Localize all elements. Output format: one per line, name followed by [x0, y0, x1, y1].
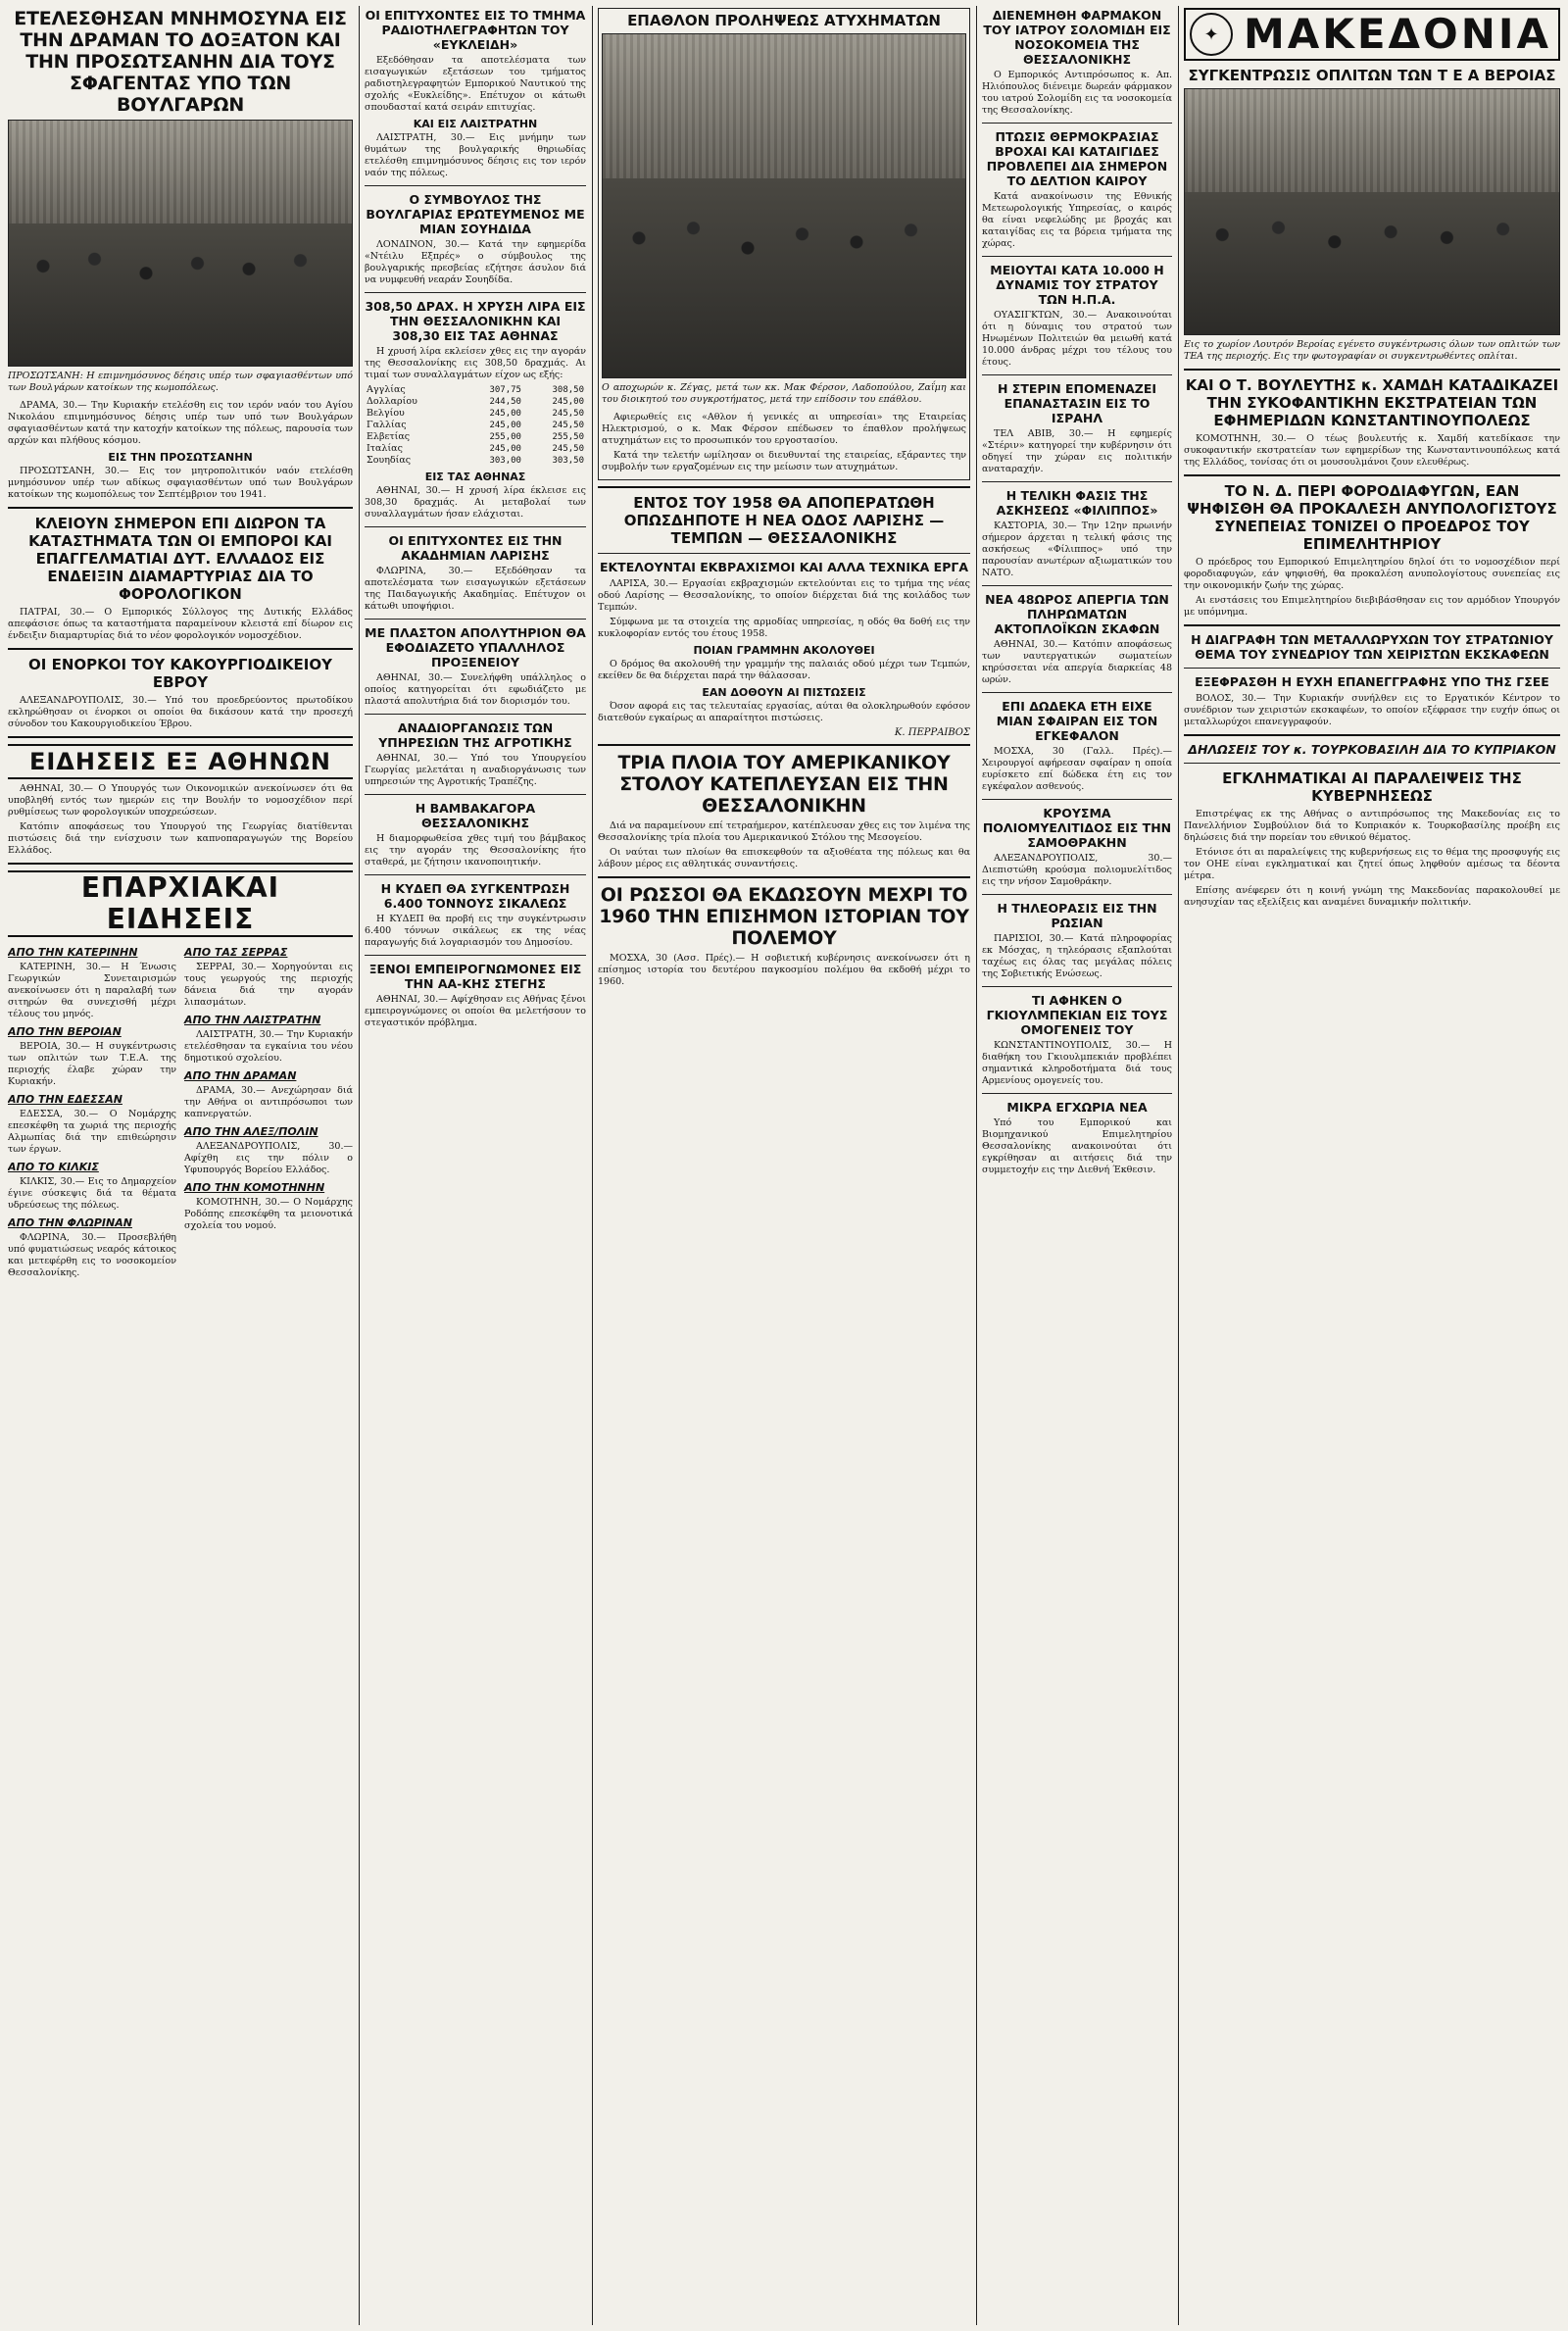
column-4	[982, 8, 1172, 2323]
photo-tea-gathering	[1184, 88, 1560, 335]
photo-caption: Ο αποχωρών κ. Ζέγας, μετά των κκ. Μακ Φέρσον, Λαδοπούλου, Ζαΐμη και του διοικητού του συγκροτήματος, μετά την επίδοσιν του επάθλου.	[602, 382, 966, 405]
article-text: ΠΑΡΙΣΙΟΙ, 30.— Κατά πληροφορίας εκ Μόσχας, η τηλεόρασις εξαπλούται ταχέως εις όλας τας μεγάλας πόλεις της Σοβιετικής Ενώσεως.	[982, 933, 1172, 979]
headline-bullet-brain: ΕΠΙ ΔΩΔΕΚΑ ΕΤΗ ΕΙΧΕ ΜΙΑΝ ΣΦΑΙΡΑΝ ΕΙΣ ΤΟΝ ΕΓΚΕΦΑΛΟΝ	[996, 699, 1158, 743]
article-text: ΚΑΣΤΟΡΙΑ, 30.— Την 12ην πρωινήν σήμερον άρχεται η τελική φάσις της ασκήσεως «Φίλιππος» υπό την παρουσίαν ανωτέρων αξιωματικών του ΝΑΤΟ.	[982, 521, 1172, 578]
provincial-subheading: ΑΠΟ ΤΗΝ ΒΕΡΟΙΑΝ	[8, 1025, 122, 1038]
article-text: Διά να παραμείνουν επί τετραήμερον, κατέπλευσαν χθες εις τον λιμένα της Θεσσαλονίκης τρία πλοία του Αμερικανικού Στόλου της Μεσογείου.	[598, 820, 970, 843]
headline-forged-diploma: ΜΕ ΠΛΑΣΤΟΝ ΑΠΟΛΥΤΗΡΙΟΝ ΘΑ ΕΦΟΔΙΑΖΕΤΟ ΥΠΑΛΛΗΛΟΣ ΠΡΟΞΕΝΕΙΟΥ	[365, 625, 586, 670]
article-text: Αι ενστάσεις του Επιμελητηρίου διεβιβάσθησαν εις τον αρμόδιον Υπουργόν με υπόμνημα.	[1184, 595, 1560, 618]
subheading: ΠΟΙΑΝ ΓΡΑΜΜΗΝ ΑΚΟΛΟΥΘΕΙ	[693, 644, 875, 657]
subheading: ΚΑΙ ΕΙΣ ΛΑΙΣΤΡΑΤΗΝ	[413, 118, 538, 130]
headline-soviet-war-history: ΟΙ ΡΩΣΣΟΙ ΘΑ ΕΚΔΩΣΟΥΝ ΜΕΧΡΙ ΤΟ 1960 ΤΗΝ ΕΠΙΣΗΜΟΝ ΙΣΤΟΡΙΑΝ ΤΟΥ ΠΟΛΕΜΟΥ	[599, 884, 969, 949]
provincial-subheading: ΑΠΟ ΤΗΝ ΛΑΙΣΤΡΑΤΗΝ	[184, 1014, 321, 1026]
subheading: ΕΑΝ ΔΟΘΟΥΝ ΑΙ ΠΙΣΤΩΣΕΙΣ	[702, 686, 866, 699]
provincial-subheading: ΑΠΟ ΤΗΝ ΦΛΩΡΙΝΑΝ	[8, 1216, 132, 1229]
headline-new-road: ΕΝΤΟΣ ΤΟΥ 1958 ΘΑ ΑΠΟΠΕΡΑΤΩΘΗ ΟΠΩΣΔΗΠΟΤΕ Η ΝΕΑ ΟΔΟΣ ΛΑΡΙΣΗΣ — ΤΕΜΠΩΝ — ΘΕΣΣΑΛΟΝΙΚΗΣ	[623, 494, 945, 547]
headline-cotton-market: Η ΒΑΜΒΑΚΑΓΟΡΑ ΘΕΣΣΑΛΟΝΙΚΗΣ	[415, 801, 536, 830]
headline-weather: ΠΤΩΣΙΣ ΘΕΡΜΟΚΡΑΣΙΑΣ ΒΡΟΧΑΙ ΚΑΙ ΚΑΤΑΙΓΙΔΕΣ ΠΡΟΒΛΕΠΕΙ ΔΙΑ ΣΗΜΕΡΟΝ ΤΟ ΔΕΛΤΙΟΝ ΚΑΙΡΟΥ	[986, 129, 1168, 188]
provincial-subheading: ΑΠΟ ΤΟ ΚΙΛΚΙΣ	[8, 1161, 99, 1173]
headline-television: Η ΤΗΛΕΟΡΑΣΙΣ ΕΙΣ ΤΗΝ ΡΩΣΙΑΝ	[997, 901, 1157, 930]
article-text: ΛΑΙΣΤΡΑΤΗ, 30.— Εις μνήμην των θυμάτων της βουλγαρικής θηριωδίας ετελέσθη επιμνημόσυνος δέησις εις τον ιερόν ναόν της πόλεως.	[365, 132, 586, 178]
headline-bulgarian-advisor: Ο ΣΥΜΒΟΥΛΟΣ ΤΗΣ ΒΟΥΛΓΑΡΙΑΣ ΕΡΩΤΕΥΜΕΝΟΣ ΜΕ ΜΙΑΝ ΣΟΥΗΔΙΔΑ	[366, 192, 585, 236]
provincial-subheading: ΑΠΟ ΤΗΝ ΚΟΜΟΤΗΝΗΝ	[184, 1181, 325, 1194]
headline-jurors: ΟΙ ΕΝΟΡΚΟΙ ΤΟΥ ΚΑΚΟΥΡΓΙΟΔΙΚΕΙΟΥ ΕΒΡΟΥ	[28, 656, 332, 691]
article-text: Οι ναύται των πλοίων θα επισκεφθούν τα αξιοθέατα της πόλεως και θα λάβουν μέρος εις αθλητικάς συναντήσεις.	[598, 847, 970, 869]
provincial-subheading: ΑΠΟ ΤΗΝ ΕΔΕΣΣΑΝ	[8, 1093, 122, 1106]
provincial-left	[8, 941, 176, 1282]
table-row: Βελγίου 245,00 245,50	[367, 408, 584, 419]
table-row: Σουηδίας 303,00 303,50	[367, 455, 584, 466]
article-text: Η χρυσή λίρα εκλείσεν χθες εις την αγοράν της Θεσσαλονίκης εις 308,50 δραχμάς. Αι τιμαί των συναλλαγμάτων είχον ως εξής:	[365, 346, 586, 380]
article-text: ΛΟΝΔΙΝΟΝ, 30.— Κατά την εφημερίδα «Ντέιλυ Εξπρές» ο σύμβουλος της βουλγαρικής πρεσβείας εζήτησε άσυλον διά να νυμφευθή νεαράν Σουηδίδα.	[365, 239, 586, 285]
table-row: Ελβετίας 255,00 255,50	[367, 431, 584, 442]
subheading: ΕΙΣ ΤΗΝ ΠΡΟΣΩΤΣΑΝΗΝ	[108, 451, 253, 464]
article-text: ΑΘΗΝΑΙ, 30.— Συνελήφθη υπάλληλος ο οποίος κατηγορείται ότι εφωδιάζετο με πλαστά απολυτήρια διά τον διορισμόν του.	[365, 672, 586, 707]
newspaper-title: ΜΑΚΕΔΟΝΙΑ	[1243, 10, 1552, 58]
headline-gulbenkian: ΤΙ ΑΦΗΚΕΝ Ο ΓΚΙΟΥΛΜΠΕΚΙΑΝ ΕΙΣ ΤΟΥΣ ΟΜΟΓΕΝΕΙΣ ΤΟΥ	[986, 993, 1168, 1037]
table-row: Δολλαρίου 244,50 245,00	[367, 396, 584, 407]
provincial-text: ΚΟΜΟΤΗΝΗ, 30.— Ο Νομάρχης Ροδόπης επεσκέφθη τα μειονοτικά σχολεία του νομού.	[184, 1197, 353, 1231]
headline-tax-evasion: ΤΟ Ν. Δ. ΠΕΡΙ ΦΟΡΟΔΙΑΦΥΓΩΝ, ΕΑΝ ΨΗΦΙΣΘΗ ΘΑ ΠΡΟΚΑΛΕΣΗ ΑΝΥΠΟΛΟΓΙΣΤΟΥΣ ΣΥΝΕΠΕΙΑΣ ΤΟΝΙΖΕΙ Ο ΠΡΟΕΔΡΟΣ ΤΟΥ ΕΠΙΜΕΛΗΤΗΡΙΟΥ	[1187, 482, 1557, 553]
column-2	[365, 8, 586, 2323]
article-text: Κατά την τελετήν ωμίλησαν οι διευθυνταί της εταιρείας, εξάραντες την συμβολήν των εργαζομένων εις την μείωσιν των ατυχημάτων.	[602, 450, 966, 472]
article-text: Υπό του Εμπορικού και Βιομηχανικού Επιμελητηρίου Θεσσαλονίκης ανακοινούται ότι εγκρίθησαν αι αιτήσεις διά την συμμετοχήν εις την Διεθνή Έκθεσιν.	[982, 1117, 1172, 1175]
headline-exercise-filippos: Η ΤΕΛΙΚΗ ΦΑΣΙΣ ΤΗΣ ΑΣΚΗΣΕΩΣ «ΦΙΛΙΠΠΟΣ»	[996, 488, 1158, 518]
headline-polio: ΚΡΟΥΣΜΑ ΠΟΛΙΟΜΥΕΛΙΤΙΔΟΣ ΕΙΣ ΤΗΝ ΣΑΜΟΘΡΑΚΗΝ	[982, 806, 1172, 850]
headline-radio-operators: ΟΙ ΕΠΙΤΥΧΟΝΤΕΣ ΕΙΣ ΤΟ ΤΜΗΜΑ ΡΑΔΙΟΤΗΛΕΓΡΑΦΗΤΩΝ ΤΟΥ «ΕΥΚΛΕΙΔΗ»	[365, 8, 586, 52]
article-text: ΠΑΤΡΑΙ, 30.— Ο Εμπορικός Σύλλογος της Δυτικής Ελλάδος απεφάσισε όπως τα καταστήματα παραμείνουν κλειστά επί δίωρον εις ένδειξιν διαμαρτυρίας διά το νέον φορολογικόν νομοσχέδιον.	[8, 607, 353, 641]
provincial-subheading: ΑΠΟ ΤΑΣ ΣΕΡΡΑΣ	[184, 946, 288, 959]
headline-us-army: ΜΕΙΟΥΤΑΙ ΚΑΤΑ 10.000 Η ΔΥΝΑΜΙΣ ΤΟΥ ΣΤΡΑΤΟΥ ΤΩΝ Η.Π.Α.	[990, 263, 1164, 307]
photo-caption: Εις το χωρίον Λουτρόν Βεροίας εγένετο συγκέντρωσις όλων των οπλιτών των ΤΕΑ της περιοχής. Εις την φωτογραφίαν οι συγκεντρωθέντες οπλίται.	[1184, 339, 1560, 362]
article-text: Ο πρόεδρος του Εμπορικού Επιμελητηρίου δηλοί ότι το νομοσχέδιον περί φοροδιαφυγών, εάν ψηφισθή, θα προκαλέση ανυπολογίστους συνεπείας εις την οικονομικήν ζωήν της χώρας.	[1184, 557, 1560, 591]
section-provincial-news: ΕΠΑΡΧΙΑΚΑΙ ΕΙΔΗΣΕΙΣ	[8, 870, 353, 937]
column-1	[8, 8, 353, 2323]
headline-miners-sub: ΕΞΕΦΡΑΣΘΗ Η ΕΥΧΗ ΕΠΑΝΕΓΓΡΑΦΗΣ ΥΠΟ ΤΗΣ ΓΣΕΕ	[1195, 674, 1549, 689]
headline-cyprus: ΔΗΛΩΣΕΙΣ ΤΟΥ κ. ΤΟΥΡΚΟΒΑΣΙΛΗ ΔΙΑ ΤΟ ΚΥΠΡΙΑΚΟΝ	[1188, 742, 1556, 757]
photo-award-ceremony	[602, 33, 966, 378]
article-text: ΑΛΕΞΑΝΔΡΟΥΠΟΛΙΣ, 30.— Υπό του προεδρεύοντος πρωτοδίκου εκληρώθησαν οι ένορκοι οι οποίοι θα δικάσουν κατά την προσεχή σύνοδον του Κακουργιοδικείου Έβρου.	[8, 695, 353, 729]
headline-us-fleet: ΤΡΙΑ ΠΛΟΙΑ ΤΟΥ ΑΜΕΡΙΚΑΝΙΚΟΥ ΣΤΟΛΟΥ ΚΑΤΕΠΛΕΥΣΑΝ ΕΙΣ ΤΗΝ ΘΕΣΣΑΛΟΝΙΚΗΝ	[617, 752, 951, 817]
article-text: Κατόπιν αποφάσεως του Υπουργού της Γεωργίας διατίθενται πιστώσεις διά την ενίσχυσιν των καπνοπαραγωγών της Βορείου Ελλάδος.	[8, 821, 353, 856]
headline-tea-veria: ΣΥΓΚΕΝΤΡΩΣΙΣ ΟΠΛΙΤΩΝ ΤΩΝ Τ Ε Α ΒΕΡΟΙΑΣ	[1188, 67, 1556, 84]
article-text: ΟΥΑΣΙΓΚΤΩΝ, 30.— Ανακοινούται ότι η δύναμις του στρατού των Ηνωμένων Πολιτειών θα μειωθή κατά 10.000 άνδρας μέχρι του τέλους του έτους.	[982, 310, 1172, 368]
photo-caption: ΠΡΟΣΩΤΣΑΝΗ: Η επιμνημόσυνος δέησις υπέρ των σφαγιασθέντων υπό των Βουλγάρων κατοίκων της κωμοπόλεως.	[8, 371, 353, 393]
article-text: ΤΕΛ ΑΒΙΒ, 30.— Η εφημερίς «Στέριν» κατηγορεί την κυβέρνησιν ότι οδηγεί την χώραν εις πολιτικήν αναταραχήν.	[982, 428, 1172, 474]
provincial-subheading: ΑΠΟ ΤΗΝ ΔΡΑΜΑΝ	[184, 1069, 297, 1082]
article-text: ΔΡΑΜΑ, 30.— Την Κυριακήν ετελέσθη εις τον ιερόν ναόν του Αγίου Νικολάου επιμνημόσυνος δέησις υπέρ των υπό των Βουλγάρων σφαγιασθέντων κατά την κατοχήν κατοίκων της πόλεως, παρουσία των αρχών και πλήθους κόσμου.	[8, 400, 353, 446]
article-text: ΛΑΡΙΣΑ, 30.— Εργασίαι εκβραχισμών εκτελούνται εις το τμήμα της νέας οδού Λαρίσης — Θεσσαλονίκης, το οποίον διέρχεται διά της κοιλάδος των Τεμπών.	[598, 578, 970, 613]
headline-shops-closed: ΚΛΕΙΟΥΝ ΣΗΜΕΡΟΝ ΕΠΙ ΔΙΩΡΟΝ ΤΑ ΚΑΤΑΣΤΗΜΑΤΑ ΤΩΝ ΟΙ ΕΜΠΟΡΟΙ ΚΑΙ ΕΠΑΓΓΕΛΜΑΤΙΑΙ ΔΥΤ. ΕΛΛΑΔΟΣ ΕΙΣ ΕΝΔΕΙΞΙΝ ΔΙΑΜΑΡΤΥΡΙΑΣ ΔΙΑ ΤΟ ΦΟΡΟΛΟΓΙΚΟΝ	[28, 515, 332, 603]
provincial-text: ΔΡΑΜΑ, 30.— Ανεχώρησαν διά την Αθήνα οι αντιπρόσωποι των καπνεργατών.	[184, 1085, 353, 1119]
headline-cyprus-sub: ΕΓΚΛΗΜΑΤΙΚΑΙ ΑΙ ΠΑΡΑΛΕΙΨΕΙΣ ΤΗΣ ΚΥΒΕΡΝΗΣΕΩΣ	[1222, 769, 1522, 805]
article-text: ΚΩΝΣΤΑΝΤΙΝΟΥΠΟΛΙΣ, 30.— Η διαθήκη του Γκιουλμπεκιάν προβλέπει σημαντικά κληροδοτήματα διά τους Αρμενίους ομογενείς του.	[982, 1040, 1172, 1086]
article-text: ΑΘΗΝΑΙ, 30.— Κατόπιν αποφάσεως των ναυτεργατικών σωματείων κηρύσσεται νέα απεργία διαρκείας 48 ωρών.	[982, 639, 1172, 685]
headline-local-news: ΜΙΚΡΑ ΕΓΧΩΡΙΑ ΝΕΑ	[1006, 1100, 1148, 1115]
article-text: Επιστρέψας εκ της Αθήνας ο αντιπρόσωπος της Μακεδονίας εις το Πανελλήνιον Συμβούλιον διά το Κυπριακόν κ. Τουρκοβασίλης προέβη εις δηλώσεις διά την πορείαν του εθνικού θέματος.	[1184, 809, 1560, 843]
article-text: Εξεδόθησαν τα αποτελέσματα των εισαγωγικών εξετάσεων του τμήματος ραδιοτηλεγραφητών Εμπορικού Ναυτικού της σχολής «Ευκλείδης». Επέτυχον οι κάτωθι σπουδασταί κατά σειράν επιτυχίας.	[365, 55, 586, 113]
article-text: Ετόνισε ότι αι παραλείψεις της κυβερνήσεως εις το θέμα της προσφυγής εις τον ΟΗΕ είναι εγκληματικαί και ζητεί όπως ληφθούν αμέσως τα δέοντα μέτρα.	[1184, 847, 1560, 881]
article-text: ΑΘΗΝΑΙ, 30.— Η χρυσή λίρα έκλεισε εις 308,30 δραχμάς. Αι μεταβολαί των συναλλαγμάτων ήσαν ελάχισται.	[365, 485, 586, 520]
photo-memorial	[8, 120, 353, 367]
article-text: ΑΘΗΝΑΙ, 30.— Υπό του Υπουργείου Γεωργίας μελετάται η αναδιοργάνωσις των υπηρεσιών της Αγροτικής Τραπέζης.	[365, 753, 586, 787]
article-text: ΑΘΗΝΑΙ, 30.— Αφίχθησαν εις Αθήνας ξένοι εμπειρογνώμονες οι οποίοι θα μελετήσουν το στεγαστικόν πρόβλημα.	[365, 994, 586, 1028]
column-5	[1184, 8, 1560, 2323]
article-text: Ο δρόμος θα ακολουθή την γραμμήν της παλαιάς οδού μέχρι των Τεμπών, εκείθεν δε θα διέρχεται παρά την θάλασσαν.	[598, 659, 970, 681]
headline-medicine: ΔΙΕΝΕΜΗΘΗ ΦΑΡΜΑΚΟΝ ΤΟΥ ΙΑΤΡΟΥ ΣΟΛΟΜΙΔΗ ΕΙΣ ΝΟΣΟΚΟΜΕΙΑ ΤΗΣ ΘΕΣΣΑΛΟΝΙΚΗΣ	[983, 8, 1171, 67]
headline-strike: ΝΕΑ 48ΩΡΟΣ ΑΠΕΡΓΙΑ ΤΩΝ ΠΛΗΡΩΜΑΤΩΝ ΑΚΤΟΠΛΟΪΚΩΝ ΣΚΑΦΩΝ	[985, 592, 1169, 636]
provincial-text: ΚΑΤΕΡΙΝΗ, 30.— Η Ένωσις Γεωργικών Συνεταιρισμών ανεκοίνωσεν ότι η παραλαβή των σιτηρών θα συνεχισθή μέχρι τέλους του μηνός.	[8, 962, 176, 1019]
provincial-text: ΛΑΙΣΤΡΑΤΗ, 30.— Την Κυριακήν ετελέσθησαν τα εγκαίνια του νέου δημοτικού σχολείου.	[184, 1029, 353, 1064]
headline-larissa-academy: ΟΙ ΕΠΙΤΥΧΟΝΤΕΣ ΕΙΣ ΤΗΝ ΑΚΑΔΗΜΙΑΝ ΛΑΡΙΣΗΣ	[388, 533, 563, 563]
headline-agricultural-reorg: ΑΝΑΔΙΟΡΓΑΝΩΣΙΣ ΤΩΝ ΥΠΗΡΕΣΙΩΝ ΤΗΣ ΑΓΡΟΤΙΚΗΣ	[378, 720, 572, 750]
article-text: Κατά ανακοίνωσιν της Εθνικής Μετεωρολογικής Υπηρεσίας, ο καιρός θα είναι νεφελώδης με βροχάς και καταιγίδας εις τα βόρεια τμήματα της χώρας.	[982, 191, 1172, 249]
provincial-subheading: ΑΠΟ ΤΗΝ ΚΑΤΕΡΙΝΗΝ	[8, 946, 138, 959]
article-text: Σύμφωνα με τα στοιχεία της αρμοδίας υπηρεσίας, η οδός θα δοθή εις την κυκλοφορίαν εντός του έτους 1958.	[598, 617, 970, 639]
masthead	[1184, 8, 1560, 61]
headline-hamdi: ΚΑΙ Ο Τ. ΒΟΥΛΕΥΤΗΣ κ. ΧΑΜΔΗ ΚΑΤΑΔΙΚΑΖΕΙ ΤΗΝ ΣΥΚΟΦΑΝΤΙΚΗΝ ΕΚΣΤΡΑΤΕΙΑΝ ΤΩΝ ΕΦΗΜΕΡΙΔΩΝ ΚΩΝΣΤΑΝΤΙΝΟΥΠΟΛΕΩΣ	[1185, 376, 1559, 429]
provincial-right	[184, 941, 353, 1282]
section-athens-news: ΕΙΔΗΣΕΙΣ ΕΞ ΑΘΗΝΩΝ	[8, 744, 353, 779]
article-text: ΑΘΗΝΑΙ, 30.— Ο Υπουργός των Οικονομικών ανεκοίνωσεν ότι θα υποβληθή εντός των ημερών εις την Βουλήν το νομοσχέδιον περί ρυθμίσεως των φορολογικών υποχρεώσεων.	[8, 783, 353, 818]
provincial-news-grid	[8, 941, 353, 1282]
star-emblem-icon: ✦	[1190, 13, 1233, 56]
headline-gold-sovereign: 308,50 ΔΡΑΧ. Η ΧΡΥΣΗ ΛΙΡΑ ΕΙΣ ΤΗΝ ΘΕΣΣΑΛΟΝΙΚΗΝ ΚΑΙ 308,30 ΕΙΣ ΤΑΣ ΑΘΗΝΑΣ	[365, 299, 586, 343]
article-text: ΠΡΟΣΩΤΣΑΝΗ, 30.— Εις τον μητροπολιτικόν ναόν ετελέσθη μνημόσυνον υπέρ των αδίκως σφαγιασθέντων υπό των Βουλγάρων κατοίκων της κωμοπόλεως τον Σεπτέμβριον του 1941.	[8, 466, 353, 500]
article-text: Αφιερωθείς εις «Αθλον ή γενικές αι υπηρεσίαι» της Εταιρείας Ηλεκτρισμού, ο κ. Μακ Φέρσον επέδωσεν το έπαθλον προλήψεως ατυχημάτων εις το προσωπικόν του εργοστασίου.	[602, 412, 966, 446]
table-row: Ιταλίας 245,00 245,50	[367, 443, 584, 454]
provincial-text: ΣΕΡΡΑΙ, 30.— Χορηγούνται εις τους γεωργούς της περιοχής δάνεια διά την αγοράν λιπασμάτων.	[184, 962, 353, 1008]
article-text: ΚΟΜΟΤΗΝΗ, 30.— Ο τέως βουλευτής κ. Χαμδή κατεδίκασε την συκοφαντικήν εκστρατείαν των εφημερίδων της Κωνσταντινουπόλεως κατά της Ελλάδος, τονίσας ότι οι μουσουλμάνοι ζουν ελευθέρως.	[1184, 433, 1560, 468]
provincial-text: ΦΛΩΡΙΝΑ, 30.— Προσεβλήθη υπό φυματιώσεως νεαρός κάτοικος και μετεφέρθη εις το νοσοκομείον Θεσσαλονίκης.	[8, 1232, 176, 1278]
headline-accident-award: ΕΠΑΘΛΟΝ ΠΡΟΛΗΨΕΩΣ ΑΤΥΧΗΜΑΤΩΝ	[627, 12, 941, 29]
headline-israel: Η ΣΤΕΡΙΝ ΕΠΟΜΕΝΑΖΕΙ ΕΠΑΝΑΣΤΑΣΙΝ ΕΙΣ ΤΟ ΙΣΡΑΗΛ	[997, 381, 1157, 425]
article-text: ΜΟΣΧΑ, 30 (Ασσ. Πρές).— Η σοβιετική κυβέρνησις ανεκοίνωσεν ότι η επίσημος ιστορία του δευτέρου παγκοσμίου πολέμου θα εκδοθή μέχρι το 1960.	[598, 953, 970, 987]
article-text: ΜΟΣΧΑ, 30 (Γαλλ. Πρές).— Χειρουργοί αφήρεσαν σφαίραν η οποία ευρίσκετο επί δώδεκα έτη εις τον εγκέφαλον ασθενούς.	[982, 746, 1172, 792]
headline-new-road-sub: ΕΚΤΕΛΟΥΝΤΑΙ ΕΚΒΡΑΧΙΣΜΟΙ ΚΑΙ ΑΛΛΑ ΤΕΧΝΙΚΑ ΕΡΓΑ	[599, 560, 969, 574]
article-text: Η ΚΥΔΕΠ θα προβή εις την συγκέντρωσιν 6.400 τόννων σικάλεως εκ της νέας παραγωγής διά λογαριασμόν του Δημοσίου.	[365, 914, 586, 948]
provincial-text: ΚΙΛΚΙΣ, 30.— Εις το Δημαρχείον έγινε σύσκεψις διά τα θέματα υδρεύσεως της πόλεως.	[8, 1176, 176, 1211]
subheading: ΕΙΣ ΤΑΣ ΑΘΗΝΑΣ	[424, 471, 526, 483]
article-text: Όσον αφορά εις τας τελευταίας εργασίας, αύται θα ολοκληρωθούν εφόσον διατεθούν εγκαίρως αι απαραίτητοι πιστώσεις.	[598, 701, 970, 723]
exchange-rates-table	[365, 384, 586, 467]
headline-foreign-experts: ΞΕΝΟΙ ΕΜΠΕΙΡΟΓΝΩΜΟΝΕΣ ΕΙΣ ΤΗΝ ΑΑ-ΚΗΣ ΣΤΕΓΗΣ	[368, 962, 582, 991]
provincial-subheading: ΑΠΟ ΤΗΝ ΑΛΕΞ/ΠΟΛΙΝ	[184, 1125, 318, 1138]
article-text: ΒΟΛΟΣ, 30.— Την Κυριακήν συνήλθεν εις το Εργατικόν Κέντρον το συνέδριον των χειριστών εκσκαφέων, το οποίον εξέφρασε την ευχήν όπως οι μεταλλωρύχοι επανεγγραφούν.	[1184, 693, 1560, 727]
column-3	[598, 8, 970, 2323]
article-text: ΑΛΕΞΑΝΔΡΟΥΠΟΛΙΣ, 30.— Διεπιστώθη κρούσμα πολιομυελίτιδος εις την νήσον Σαμοθράκην.	[982, 853, 1172, 887]
provincial-text: ΑΛΕΞΑΝΔΡΟΥΠΟΛΙΣ, 30.— Αφίχθη εις την πόλιν ο Υφυπουργός Βορείου Ελλάδος.	[184, 1141, 353, 1175]
article-text: ΦΛΩΡΙΝΑ, 30.— Εξεδόθησαν τα αποτελέσματα των εισαγωγικών εξετάσεων της Παιδαγωγικής Ακαδημίας. Επέτυχον οι κάτωθι υποψήφιοι.	[365, 566, 586, 612]
headline-kydep-rye: Η ΚΥΔΕΠ ΘΑ ΣΥΓΚΕΝΤΡΩΣΗ 6.400 ΤΟΝΝΟΥΣ ΣΙΚΑΛΕΩΣ	[380, 881, 570, 911]
byline: Κ. ΠΕΡΡΑΙΒΟΣ	[894, 727, 970, 738]
provincial-text: ΕΔΕΣΣΑ, 30.— Ο Νομάρχης επεσκέφθη τα χωριά της περιοχής Αλμωπίας διά την επιθεώρησιν των έργων.	[8, 1109, 176, 1155]
headline-miners: Η ΔΙΑΓΡΑΦΗ ΤΩΝ ΜΕΤΑΛΛΩΡΥΧΩΝ ΤΟΥ ΣΤΡΑΤΩΝΙΟΥ ΘΕΜΑ ΤΟΥ ΣΥΝΕΔΡΙΟΥ ΤΩΝ ΧΕΙΡΙΣΤΩΝ ΕΚΣΚΑΦΕΩΝ	[1191, 632, 1553, 662]
provincial-text: ΒΕΡΟΙΑ, 30.— Η συγκέντρωσις των οπλιτών των Τ.Ε.Α. της περιοχής έλαβε χώραν την Κυριακήν.	[8, 1041, 176, 1087]
article-text: Η διαμορφωθείσα χθες τιμή του βάμβακος εις την αγοράν της Θεσσαλονίκης ήτο σταθερά, με ζήτησιν ικανοποιητικήν.	[365, 833, 586, 868]
accident-prevention-box	[598, 8, 970, 480]
headline-memorial: ΕΤΕΛΕΣΘΗΣΑΝ ΜΝΗΜΟΣΥΝΑ ΕΙΣ ΤΗΝ ΔΡΑΜΑΝ ΤΟ ΔΟΞΑΤΟΝ ΚΑΙ ΤΗΝ ΠΡΟΣΩΤΣΑΝΗΝ ΔΙΑ ΤΟΥΣ ΣΦΑΓΕΝΤΑΣ ΥΠΟ ΤΩΝ ΒΟΥΛΓΑΡΩΝ	[14, 8, 347, 116]
article-text: Επίσης ανέφερεν ότι η κοινή γνώμη της Μακεδονίας παρακολουθεί με ανησυχίαν τας εξελίξεις και αναμένει δυναμικήν πολιτικήν.	[1184, 885, 1560, 908]
table-row: Αγγλίας 307,75 308,50	[367, 384, 584, 395]
table-row: Γαλλίας 245,00 245,50	[367, 420, 584, 430]
article-text: Ο Εμπορικός Αντιπρόσωπος κ. Απ. Ηλιόπουλος διένειμε δωρεάν φάρμακον του ιατρού Σολομίδη εις τα νοσοκομεία της Θεσσαλονίκης.	[982, 70, 1172, 116]
